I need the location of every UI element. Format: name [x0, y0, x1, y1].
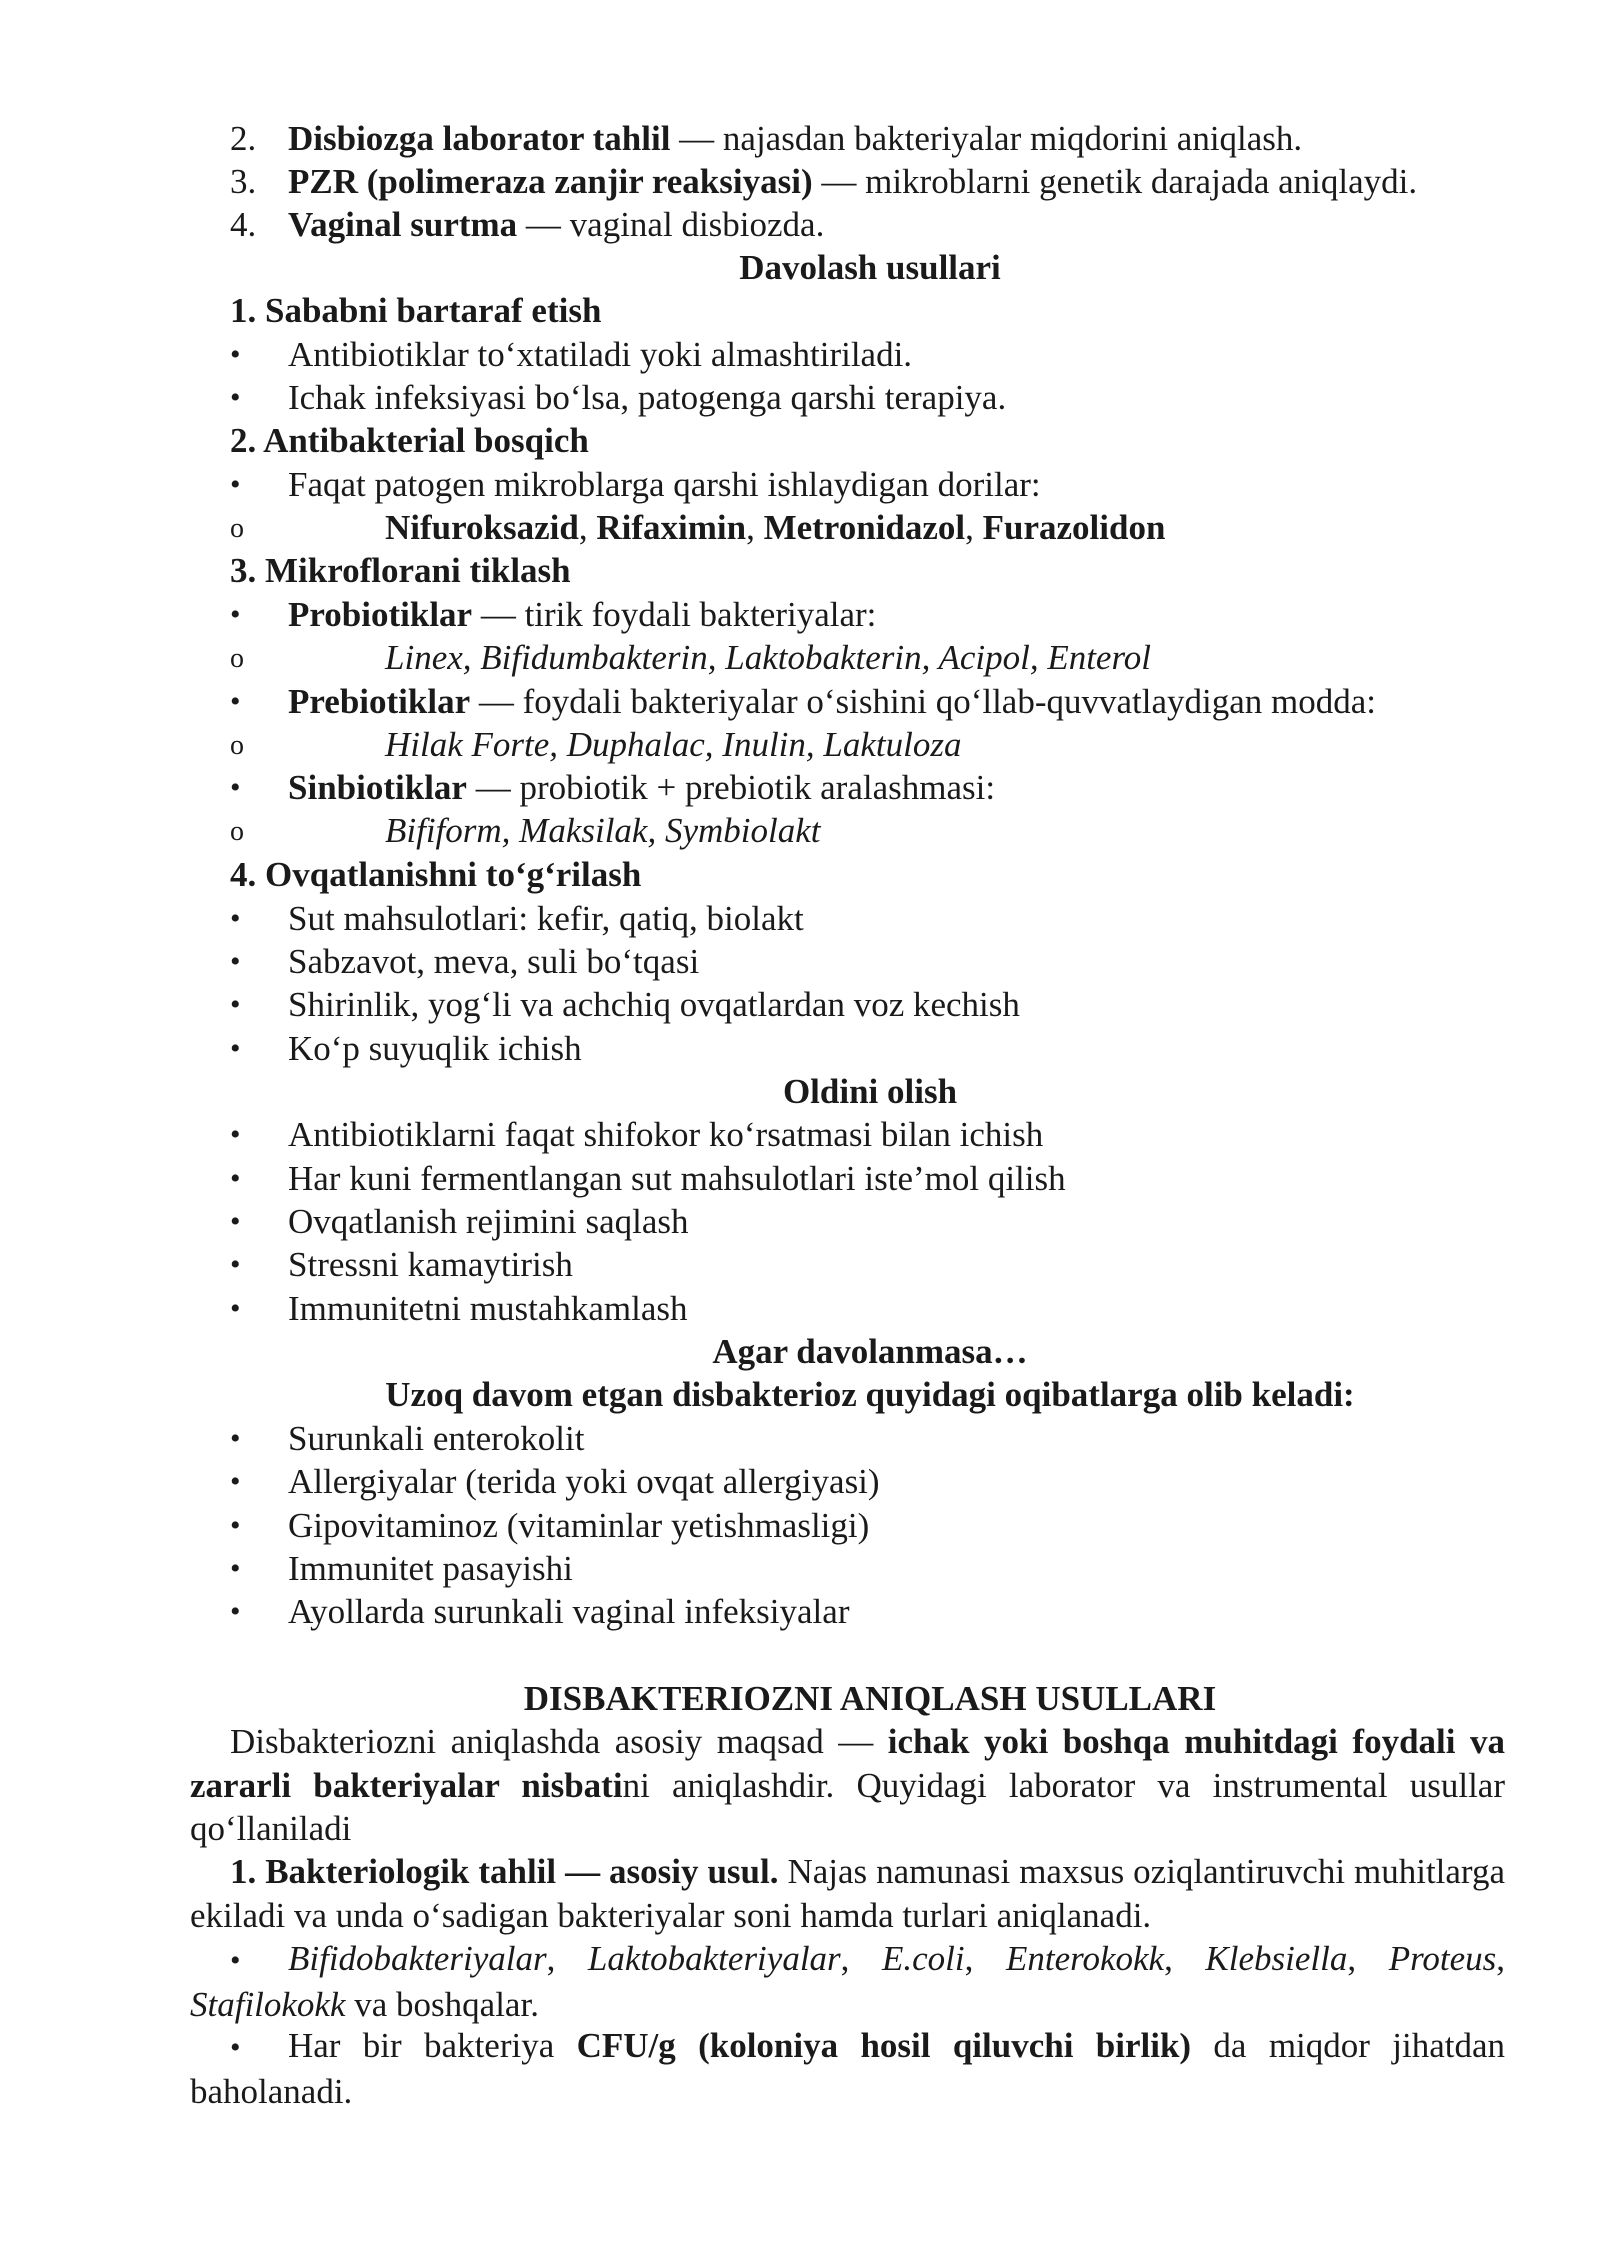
examples-list: Bifiform, Maksilak, Symbiolakt [385, 811, 821, 850]
bullet-mark: • [230, 988, 241, 1021]
drug-list: Nifuroksazid, Rifaximin, Metronidazol, Furazolidon [385, 508, 1166, 547]
item-term: Prebiotiklar [288, 682, 471, 721]
list-item: Ayollarda surunkali vaginal infeksiyalar [288, 1592, 850, 1631]
sub-bullet-mark: o [230, 513, 244, 544]
list-item: Ovqatlanish rejimini saqlash [288, 1202, 689, 1241]
section-title: 3. Mikroflorani tiklash [230, 551, 571, 590]
bullet-mark: • [230, 1205, 241, 1238]
bullet-mark: • [230, 381, 241, 414]
species-name: Enterokokk [1005, 1939, 1165, 1978]
bullet-mark: • [230, 1552, 241, 1585]
sub-bullet-mark: o [230, 816, 244, 847]
methods-heading: DISBAKTERIOZNI ANIQLASH USULLARI [523, 1679, 1217, 1718]
drug-name: Furazolidon [982, 508, 1166, 547]
treatment-heading: Davolash usullari [739, 248, 1001, 287]
list-item: Probiotiklar — tirik foydali bakteriyalar: [288, 595, 877, 634]
species-name: Stafilokokk [190, 1984, 346, 2024]
list-item: Sinbiotiklar — probiotik + prebiotik aralashmasi: [288, 768, 996, 807]
section-title: 1. Sababni bartaraf etish [230, 291, 602, 330]
list-item: Sut mahsulotlari: kefir, qatiq, biolakt [288, 899, 804, 938]
bullet-mark: • [230, 1248, 241, 1281]
species-name: Klebsiella [1205, 1939, 1348, 1978]
item-term: Disbiozga laborator tahlil [288, 119, 671, 158]
bullet-mark: • [230, 945, 241, 978]
examples-list: Hilak Forte, Duphalac, Inulin, Laktuloza [385, 725, 962, 764]
bullet-mark: • [230, 1118, 241, 1151]
list-item: Antibiotiklar to‘xtatiladi yoki almashtiriladi. [288, 335, 913, 374]
list-item: Har kuni fermentlangan sut mahsulotlari iste’mol qilish [288, 1159, 1066, 1198]
species-name: Proteus [1388, 1939, 1497, 1978]
method-title: 1. Bakteriologik tahlil — asosiy usul. [230, 1852, 779, 1891]
document-page: 2. Disbiozga laborator tahlil — najasdan bakteriyalar miqdorini aniqlash. 3. PZR (polimeraza zanjir reaksiyasi) — mikroblarni genetik darajada aniqlaydi. 4. Vaginal surtma — vaginal disbiozda. Davolash usullari 1. Sababni bartaraf etish • Antibiotiklar to‘xtatiladi yoki almashtiriladi. • Ichak infeksiyasi bo‘lsa, patogenga qarshi terapiya. 2. Antibakterial bosqich • Faqat patogen mikroblarga qarshi ishlaydigan dorilar: o Nifuroksazid, Rifaximin, Metronidazol, Furazolidon 3. Mikroflorani tiklash • Probiotiklar — tirik foydali bakteriyalar: o Linex, Bifidumbakterin, Laktobakterin, Acipol, Enterol • Prebiotiklar — foydali bakteriyalar o‘sishini qo‘llab-quvvatlaydigan modda: o Hilak Forte, Duphalac, Inulin, Laktuloza • Sinbiotiklar — probiotik + prebiotik aralashmasi: o Bifiform, Maksilak, Symbiolakt 4. Ovqatlanishni to‘g‘rilash • Sut mahsulotlari: kefir, qatiq, biolakt • Sabzavot, meva, suli bo‘tqasi • Shirinlik, yog‘li va achchiq ovqatlardan voz kechish • Ko‘p suyuqlik ichish Oldini olish • Antibiotiklarni faqat shifokor ko‘rsatmasi bilan ichish • Har kuni fermentlangan sut mahsulotlari iste’mol qilish • Ovqatlanish rejimini saqlash • Stressni kamaytirish • Immunitetni mustahkamlash Agar davolanmasa… Uzoq davom etgan disbakterioz quyidagi oqibatlarga olib keladi: • Surunkali enterokolit • Allergiyalar (terida yoki ovqat allergiyasi) • Gipovitaminoz (vitaminlar yetishmasligi) • Immunitet pasayishi • Ayollarda surunkali vaginal infeksiyalar DISBAKTERIOZNI ANIQLASH USULLARI Disbakteriozni aniqlashda asosiy maqsad — ichak yoki boshqa muhitdagi foydali va zararli bakteriyalar nisbatini aniqlashdir. Quyidagi laborator va instrumental usullar qo‘llaniladi 1. Bakteriologik tahlil — asosiy usul. Najas namunasi maxsus oziqlantiruvchi muhitlarga ekiladi va unda o‘sadigan bakteriyalar soni hamda turlari aniqlanadi. • Bifidobakteriyalar, Laktobakteriyalar, E.coli, Enterokokk, Klebsiella, Proteus, Stafilokokk va boshqalar. • Har bir bakteriya CFU/g (koloniya hosil qiluvchi birlik) da miqdor jihatdan baholanadi. [0, 0, 1600, 2262]
bullet-mark: • [230, 1162, 241, 1195]
sub-bullet-mark: o [230, 730, 244, 761]
list-item: Allergiyalar (terida yoki ovqat allergiyasi) [288, 1462, 880, 1501]
species-name: Laktobakteriyalar [587, 1939, 841, 1978]
bullet-mark: • [230, 771, 241, 804]
item-term: PZR (polimeraza zanjir reaksiyasi) [288, 162, 813, 201]
list-item: Prebiotiklar — foydali bakteriyalar o‘sishini qo‘llab-quvvatlaydigan modda: [288, 682, 1376, 721]
bullet-mark: • [230, 1465, 241, 1498]
list-item: Shirinlik, yog‘li va achchiq ovqatlardan voz kechish [288, 985, 1020, 1024]
list-item: Stressni kamaytirish [288, 1245, 573, 1284]
species-name: Bifidobakteriyalar [288, 1939, 547, 1978]
item-term: Probiotiklar [288, 595, 473, 634]
item-term: Vaginal surtma [288, 205, 518, 244]
drug-name: Rifaximin [596, 508, 747, 547]
section-title: 4. Ovqatlanishni to‘g‘rilash [230, 855, 642, 894]
intro-emphasis: ichak yoki boshqa muhitdagi foydali va zararli bakteriyalar nisbati [190, 1722, 1506, 1805]
bullet-mark: • [230, 1595, 241, 1628]
cfu-bullet: • Har bir bakteriya CFU/g (koloniya hosil qiluvchi birlik) da miqdor jihatdan baholanadi. [190, 2026, 1506, 2111]
list-item: Faqat patogen mikroblarga qarshi ishlaydigan dorilar: [288, 465, 1041, 504]
item-text: — mikroblarni genetik darajada aniqlaydi. [812, 162, 1418, 201]
bullet-mark: • [230, 338, 241, 371]
complications-subheading: Uzoq davom etgan disbakterioz quyidagi oqibatlarga olib keladi: [385, 1375, 1355, 1414]
bullet-mark: • [230, 1032, 241, 1065]
bullet-mark: • [230, 468, 241, 501]
drug-name: Metronidazol [763, 508, 966, 547]
cfu-unit: CFU/g (koloniya hosil qiluvchi birlik) [576, 2026, 1192, 2065]
drug-name: Nifuroksazid [385, 508, 579, 547]
bullet-mark: • [230, 1422, 241, 1455]
bullet-mark: • [230, 1509, 241, 1542]
list-item: Ichak infeksiyasi bo‘lsa, patogenga qarshi terapiya. [288, 378, 1007, 417]
section-title: 2. Antibakterial bosqich [230, 421, 589, 460]
item-text: — vaginal disbiozda. [517, 205, 825, 244]
bullet-mark: • [230, 598, 241, 631]
bullet-mark: • [230, 685, 241, 718]
complications-heading: Agar davolanmasa… [712, 1332, 1028, 1371]
intro-paragraph: Disbakteriozni aniqlashda asosiy maqsad — ichak yoki boshqa muhitdagi foydali va zararli bakteriyalar nisbatini aniqlashdir. Quyidagi laborator va instrumental usullar qo‘llaniladi [190, 1722, 1506, 1848]
bullet-mark: • [230, 1944, 241, 1977]
list-item: Gipovitaminoz (vitaminlar yetishmasligi) [288, 1506, 870, 1545]
list-item: Ko‘p suyuqlik ichish [288, 1029, 582, 1068]
list-item: Immunitetni mustahkamlash [288, 1289, 688, 1328]
method-paragraph: 1. Bakteriologik tahlil — asosiy usul. Najas namunasi maxsus oziqlantiruvchi muhitlarga ekiladi va unda o‘sadigan bakteriyalar soni hamda turlari aniqlanadi. [190, 1852, 1505, 1935]
examples-list: Linex, Bifidumbakterin, Laktobakterin, Acipol, Enterol [385, 638, 1152, 677]
list-item: Immunitet pasayishi [288, 1549, 573, 1588]
item-term: Sinbiotiklar [288, 768, 467, 807]
sub-bullet-mark: o [230, 643, 244, 674]
bullet-mark: • [230, 902, 241, 935]
list-item: Antibiotiklarni faqat shifokor ko‘rsatmasi bilan ichish [288, 1115, 1044, 1154]
list-item: Surunkali enterokolit [288, 1419, 585, 1458]
species-bullet: • Bifidobakteriyalar, Laktobakteriyalar, E.coli, Enterokokk, Klebsiella, Proteus, Stafilokokk va boshqalar. [190, 1939, 1506, 2024]
bullet-mark: • [230, 2031, 241, 2064]
prevention-heading: Oldini olish [782, 1072, 958, 1111]
item-text: — najasdan bakteriyalar miqdorini aniqlash. [670, 119, 1303, 158]
list-item: Sabzavot, meva, suli bo‘tqasi [288, 942, 700, 981]
bullet-mark: • [230, 1292, 241, 1325]
species-name: E.coli [882, 1939, 965, 1978]
